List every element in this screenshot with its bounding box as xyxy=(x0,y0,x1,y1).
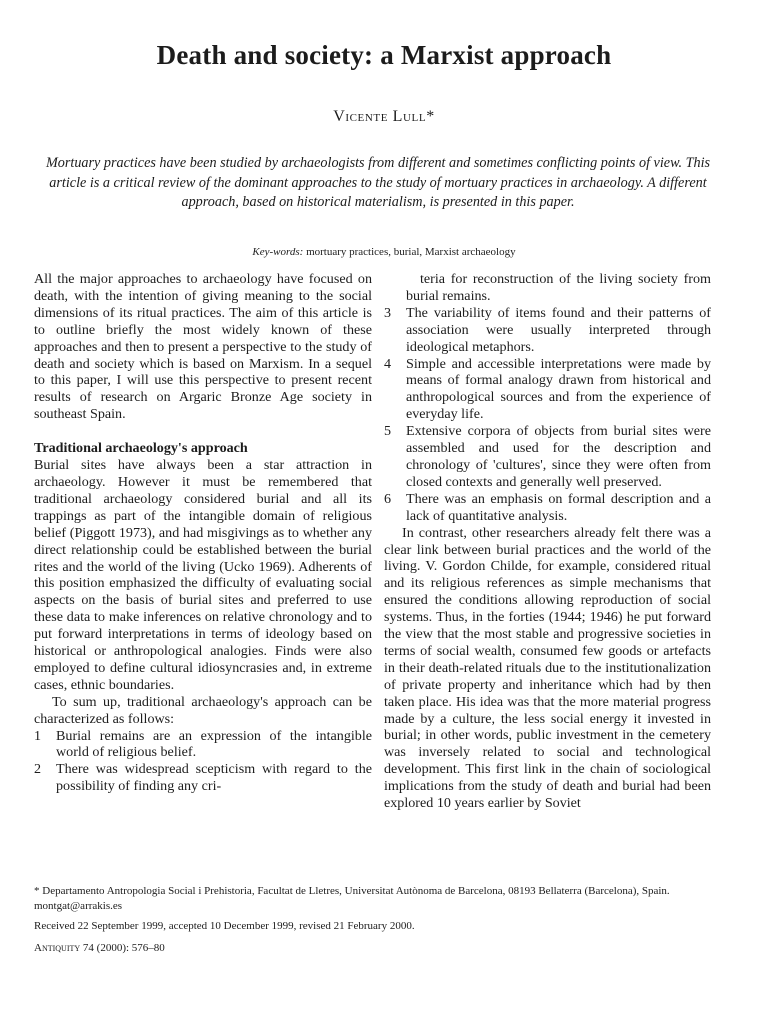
keywords-text: mortuary practices, burial, Marxist archaeology xyxy=(306,246,516,258)
list-item-number: 2 xyxy=(34,761,42,778)
list-item-number: 3 xyxy=(384,304,392,321)
article-title: Death and society: a Marxist approach xyxy=(156,40,612,70)
list-item-continuation: teria for reconstruction of the living society from burial remains. xyxy=(406,271,711,304)
list-item-text: Simple and accessible interpretations were made by means of formal analogy drawn from historical and anthropological sources and from the experience of everyday life. xyxy=(406,355,711,423)
list-item-number: 4 xyxy=(384,355,392,372)
left-column xyxy=(34,271,372,795)
list-item-text: There was widespread scepticism with regard to the possibility of finding any cri- xyxy=(56,761,372,795)
list-item-text: Burial remains are an expression of the intangible world of religious belief. xyxy=(56,727,372,761)
list-item-text: There was an emphasis on formal description and a lack of quantitative analysis. xyxy=(406,490,711,524)
author-footnote-mark: * xyxy=(426,108,435,125)
keywords-label: Key-words: xyxy=(252,246,304,258)
list-item-text: The variability of items found and their patterns of association were usually interpreted through ideological metaphors. xyxy=(406,304,711,355)
list-item-text: Extensive corpora of objects from burial sites were assembled and used for the description and chronology of 'cultures', since they were often from closed contexts and generally well preserved. xyxy=(406,423,711,490)
body-paragraph: Burial sites have always been a star attraction in archaeology. However it must be remembered that traditional archaeology considered burial and all its trappings as part of the intangible domain of religious belief (Piggott 1973), and had misgivings as to whether any direct relationship could be established between the burial rites and the world of the living (Ucko 1969). Adherents of this position emphasized the difficulty of evaluating social aspects on the basis of burial sites and preferred to use these data to make inferences on relative chronology and to put forward interpretations in terms of ideology based on historical or anthropological analogies. Finds were also employed to define cultural idiosyncrasies and, in extreme cases, ethnic boundaries. xyxy=(34,457,372,693)
abstract: Mortuary practices have been studied by archaeologists from different and sometimes conflicting points of view. This article is a critical review of the dominant approaches to the study of mortuary practices in archaeology. A different approach, based on historical materialism, is presented in this paper. xyxy=(45,155,711,210)
affiliation-footnote: * Departamento Antropologia Social i Prehistoria, Facultat de Lletres, Universitat Autònoma de Barcelona, 08193 Bellaterra (Barcelona), Spain. montgat@arrakis.es xyxy=(34,885,670,912)
list-item-number: 6 xyxy=(384,490,392,507)
journal-reference: 74 (2000): 576–80 xyxy=(82,942,165,954)
list-item xyxy=(384,423,711,491)
intro-paragraph: All the major approaches to archaeology have focused on death, with the intention of giving meaning to the social dimensions of its ritual practices. The aim of this article is to outline briefly the most widely known of these approaches and then to present a perspective to the study of death and society which is based on Marxism. In a sequel to this paper, I will use this perspective to present recent results of research on Argaric Bronze Age society in southeast Spain. xyxy=(34,271,372,423)
list-item xyxy=(34,761,372,795)
right-column xyxy=(384,271,711,812)
list-item-number: 1 xyxy=(34,727,42,744)
body-paragraph: To sum up, traditional archaeology's approach can be characterized as follows: xyxy=(34,693,372,727)
list-item xyxy=(34,728,372,762)
list-item xyxy=(384,356,711,424)
author-line xyxy=(0,108,768,126)
list-item xyxy=(384,491,711,525)
received-dates: Received 22 September 1999, accepted 10 December 1999, revised 21 February 2000. xyxy=(34,920,415,932)
list-item xyxy=(384,305,711,356)
keywords xyxy=(0,246,768,258)
section-heading: Traditional archaeology's approach xyxy=(34,440,248,457)
body-paragraph: In contrast, other researchers already felt there was a clear link between burial practices and the world of the living. V. Gordon Childe, for example, considered ritual and its religious references as simple mechanisms that ensured the conditions allowing reproduction of social systems. Thus, in the forties (1944; 1946) he put forward the view that the most stable and progressive societies in terms of social wealth, consumed few goods or artefacts in their death-related rituals due to the institutionalization of private property and inheritance which had by then taken place. His idea was that the more material progress made by a culture, the less social energy it invested in burial; in other words, public investment in the cemetery was inversely related to social and technological development. This first link in the chain of sociological implications from the study of death and burial had been explored 10 years earlier by Soviet xyxy=(384,524,711,812)
list-item-number: 5 xyxy=(384,423,392,440)
journal-name: Antiquity xyxy=(34,942,81,954)
author-name: Vicente Lull xyxy=(333,108,427,125)
journal-citation xyxy=(34,942,165,954)
